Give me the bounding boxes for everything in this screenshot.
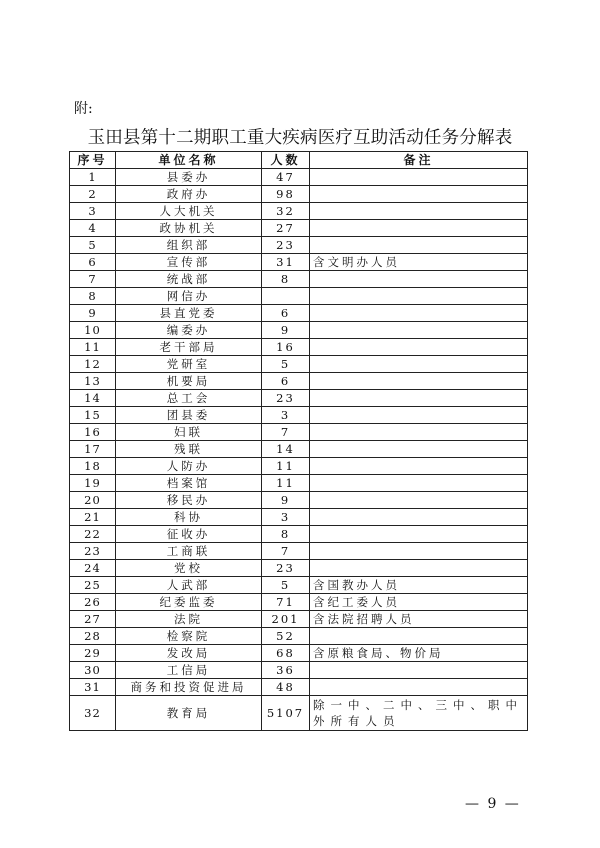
unit-name: 机要局 [116, 373, 262, 390]
unit-name: 宣传部 [116, 254, 262, 271]
row-number: 20 [70, 492, 116, 509]
row-number: 21 [70, 509, 116, 526]
unit-name: 县直党委 [116, 305, 262, 322]
row-number: 28 [70, 628, 116, 645]
headcount: 52 [262, 628, 310, 645]
remark [310, 356, 528, 373]
remark: 含原粮食局、物价局 [310, 645, 528, 662]
headcount: 48 [262, 679, 310, 696]
headcount: 5 [262, 577, 310, 594]
remark [310, 322, 528, 339]
remark [310, 237, 528, 254]
unit-name: 教育局 [116, 696, 262, 731]
unit-name: 县委办 [116, 169, 262, 186]
row-number: 7 [70, 271, 116, 288]
unit-name: 残联 [116, 441, 262, 458]
table-row [70, 186, 528, 203]
remark: 含法院招聘人员 [310, 611, 528, 628]
table-row [70, 424, 528, 441]
row-number: 9 [70, 305, 116, 322]
attachment-prefix: 附: [74, 101, 93, 117]
table-row [70, 254, 528, 271]
remark [310, 203, 528, 220]
unit-name: 发改局 [116, 645, 262, 662]
table-row [70, 322, 528, 339]
row-number: 8 [70, 288, 116, 305]
remark [310, 305, 528, 322]
table-row [70, 305, 528, 322]
unit-name: 法院 [116, 611, 262, 628]
row-number: 29 [70, 645, 116, 662]
remark [310, 424, 528, 441]
table-row [70, 339, 528, 356]
headcount: 11 [262, 475, 310, 492]
table-row [70, 441, 528, 458]
headcount: 9 [262, 492, 310, 509]
page-number: — 9 — [465, 796, 521, 812]
headcount: 5107 [262, 696, 310, 731]
row-number: 22 [70, 526, 116, 543]
headcount: 5 [262, 356, 310, 373]
headcount: 68 [262, 645, 310, 662]
headcount: 11 [262, 458, 310, 475]
headcount: 8 [262, 271, 310, 288]
unit-name: 工信局 [116, 662, 262, 679]
headcount: 201 [262, 611, 310, 628]
row-number: 32 [70, 696, 116, 731]
row-number: 19 [70, 475, 116, 492]
row-number: 27 [70, 611, 116, 628]
remark [310, 475, 528, 492]
unit-name: 人大机关 [116, 203, 262, 220]
row-number: 25 [70, 577, 116, 594]
row-number: 2 [70, 186, 116, 203]
table-row [70, 526, 528, 543]
row-number: 24 [70, 560, 116, 577]
table-row [70, 628, 528, 645]
unit-name: 政府办 [116, 186, 262, 203]
headcount: 32 [262, 203, 310, 220]
headcount: 23 [262, 560, 310, 577]
unit-name: 纪委监委 [116, 594, 262, 611]
remark: 含国教办人员 [310, 577, 528, 594]
remark [310, 441, 528, 458]
remark: 含纪工委人员 [310, 594, 528, 611]
headcount: 9 [262, 322, 310, 339]
unit-name: 网信办 [116, 288, 262, 305]
header-note: 备注 [310, 152, 528, 169]
row-number: 26 [70, 594, 116, 611]
remark [310, 543, 528, 560]
row-number: 15 [70, 407, 116, 424]
unit-name: 商务和投资促进局 [116, 679, 262, 696]
table-row [70, 458, 528, 475]
table-row [70, 509, 528, 526]
headcount: 7 [262, 543, 310, 560]
table-row [70, 679, 528, 696]
remark [310, 339, 528, 356]
unit-name: 组织部 [116, 237, 262, 254]
table-row [70, 696, 528, 731]
unit-name: 团县委 [116, 407, 262, 424]
table-row [70, 390, 528, 407]
remark [310, 169, 528, 186]
table-row [70, 271, 528, 288]
row-number: 31 [70, 679, 116, 696]
row-number: 6 [70, 254, 116, 271]
table-row [70, 407, 528, 424]
header-no: 序号 [70, 152, 116, 169]
row-number: 14 [70, 390, 116, 407]
unit-name: 征收办 [116, 526, 262, 543]
table-row [70, 288, 528, 305]
headcount: 47 [262, 169, 310, 186]
headcount: 27 [262, 220, 310, 237]
remark [310, 509, 528, 526]
row-number: 3 [70, 203, 116, 220]
unit-name: 人武部 [116, 577, 262, 594]
headcount: 6 [262, 305, 310, 322]
table-row [70, 560, 528, 577]
row-number: 30 [70, 662, 116, 679]
table-row [70, 611, 528, 628]
unit-name: 移民办 [116, 492, 262, 509]
remark [310, 662, 528, 679]
unit-name: 老干部局 [116, 339, 262, 356]
row-number: 13 [70, 373, 116, 390]
headcount [262, 288, 310, 305]
remark: 含文明办人员 [310, 254, 528, 271]
table-row [70, 662, 528, 679]
unit-name: 工商联 [116, 543, 262, 560]
unit-name: 统战部 [116, 271, 262, 288]
table-row [70, 594, 528, 611]
remark [310, 271, 528, 288]
table-row [70, 577, 528, 594]
row-number: 4 [70, 220, 116, 237]
unit-name: 科协 [116, 509, 262, 526]
headcount: 71 [262, 594, 310, 611]
row-number: 23 [70, 543, 116, 560]
unit-name: 人防办 [116, 458, 262, 475]
headcount: 3 [262, 509, 310, 526]
headcount: 14 [262, 441, 310, 458]
remark [310, 186, 528, 203]
task-breakdown-table [69, 151, 528, 731]
row-number: 5 [70, 237, 116, 254]
remark [310, 458, 528, 475]
table-header-row [70, 152, 528, 169]
table-row [70, 220, 528, 237]
remark [310, 288, 528, 305]
headcount: 31 [262, 254, 310, 271]
remark [310, 407, 528, 424]
remark [310, 492, 528, 509]
headcount: 16 [262, 339, 310, 356]
table-row [70, 356, 528, 373]
header-unit: 单位名称 [116, 152, 262, 169]
headcount: 23 [262, 237, 310, 254]
remark [310, 390, 528, 407]
table-body [70, 169, 528, 731]
remark: 除一中、二中、三中、职中外所有人员 [310, 696, 528, 731]
remark [310, 628, 528, 645]
headcount: 23 [262, 390, 310, 407]
headcount: 3 [262, 407, 310, 424]
unit-name: 党研室 [116, 356, 262, 373]
headcount: 7 [262, 424, 310, 441]
remark [310, 220, 528, 237]
remark [310, 373, 528, 390]
table-row [70, 543, 528, 560]
table-row [70, 203, 528, 220]
unit-name: 检察院 [116, 628, 262, 645]
row-number: 17 [70, 441, 116, 458]
unit-name: 编委办 [116, 322, 262, 339]
headcount: 36 [262, 662, 310, 679]
remark [310, 526, 528, 543]
unit-name: 档案馆 [116, 475, 262, 492]
header-count: 人数 [262, 152, 310, 169]
unit-name: 妇联 [116, 424, 262, 441]
headcount: 8 [262, 526, 310, 543]
remark [310, 679, 528, 696]
table-row [70, 169, 528, 186]
headcount: 98 [262, 186, 310, 203]
table-row [70, 237, 528, 254]
row-number: 10 [70, 322, 116, 339]
table-row [70, 475, 528, 492]
row-number: 18 [70, 458, 116, 475]
unit-name: 政协机关 [116, 220, 262, 237]
row-number: 1 [70, 169, 116, 186]
table-row [70, 645, 528, 662]
unit-name: 党校 [116, 560, 262, 577]
headcount: 6 [262, 373, 310, 390]
table-row [70, 373, 528, 390]
document-title: 玉田县第十二期职工重大疾病医疗互助活动任务分解表 [87, 128, 513, 148]
row-number: 16 [70, 424, 116, 441]
unit-name: 总工会 [116, 390, 262, 407]
remark [310, 560, 528, 577]
row-number: 12 [70, 356, 116, 373]
row-number: 11 [70, 339, 116, 356]
table-row [70, 492, 528, 509]
